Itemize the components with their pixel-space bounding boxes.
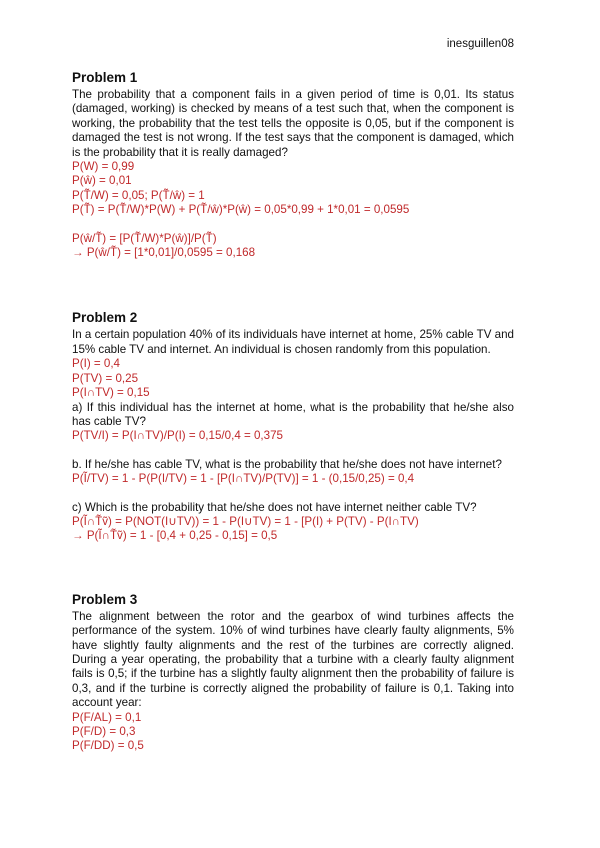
- p2-question-b: b. If he/she has cable TV, what is the probability that he/she does not have internet?: [72, 457, 502, 471]
- problem-2-text: In a certain population 40% of its individuals have internet at home, 25% cable TV and 15% cable TV and internet. An individual is chosen randomly from this population.: [72, 328, 514, 356]
- p3-line: P(F/DD) = 0,5: [72, 739, 144, 753]
- problem-1: [72, 70, 514, 260]
- document-body: [72, 70, 514, 754]
- p1-line: P(W) = 0,99: [72, 160, 135, 174]
- p2-line: P(I) = 0,4: [72, 357, 121, 371]
- problem-2-title: Problem 2: [72, 310, 138, 326]
- p3-line: P(F/AL) = 0,1: [72, 710, 142, 724]
- p2-line: P(I∩TV) = 0,15: [72, 386, 150, 400]
- problem-1-text: The probability that a component fails in a given period of time is 0,01. Its status (damaged, working) is checked by means of a test such that, when the component is working, the probability that the test tells the opposite is 0,05, but if the component is damaged the test is not wrong. If the test says that the component is damaged, which is the probability that it is really damaged?: [72, 88, 514, 159]
- problem-3: [72, 592, 514, 754]
- p2-answer-c: P(Ĩ∩T̃ṽ) = P(NOT(I∪TV)) = 1 - P(I∪TV) = 1 - [P(I) + P(TV) - P(I∩TV): [72, 514, 419, 528]
- p2-answer-a: P(TV/I) = P(I∩TV)/P(I) = 0,15/0,4 = 0,375: [72, 429, 283, 443]
- p2-answer-b: P(Ĩ/TV) = 1 - P(P(I/TV) = 1 - [P(I∩TV)/P(TV)] = 1 - (0,15/0,25) = 0,4: [72, 472, 415, 486]
- problem-2: [72, 310, 514, 543]
- problem-3-text: The alignment between the rotor and the gearbox of wind turbines affects the performance of the system. 10% of wind turbines have clearly faulty alignments, 5% have slightly faulty alignments and the rest of the turbines are correctly aligned. During a year operating, the probability that a turbine with a clearly faulty alignment fails is 0,5; if the turbine has a slightly faulty alignment then the probability of failure is 0,3, and if the turbine is correctly aligned the probability of failure is 0,1. Taking into account year:: [72, 609, 514, 710]
- p3-line: P(F/D) = 0,3: [72, 725, 136, 738]
- p2-line: P(TV) = 0,25: [72, 371, 139, 385]
- p1-line: P(T̃/W) = 0,05; P(T̃/ŵ) = 1: [72, 188, 205, 202]
- problem-3-title: Problem 3: [72, 591, 138, 607]
- p1-line: → P(ŵ/T̃) = [1*0,01]/0,0595 = 0,168: [72, 246, 256, 260]
- p2-question-a: a) If this individual has the internet at home, what is the probability that he/she also has cable TV?: [72, 400, 514, 428]
- p2-answer-c: → P(Ĩ∩T̃ṽ) = 1 - [0,4 + 0,25 - 0,15] = 0,5: [72, 529, 278, 543]
- problem-1-title: Problem 1: [72, 70, 138, 85]
- p1-line: P(ŵ/T̃) = [P(T̃/W)*P(ŵ)]/P(T̃): [72, 231, 217, 245]
- p1-line: P(T̃) = P(T̃/W)*P(W) + P(T̃/ŵ)*P(ŵ) = 0,05*0,99 + 1*0,01 = 0,0595: [72, 203, 410, 217]
- p1-line: P(ŵ) = 0,01: [72, 174, 132, 188]
- author-header: inesguillen08: [446, 38, 514, 50]
- p2-question-c: c) Which is the probability that he/she does not have internet neither cable TV?: [72, 500, 477, 514]
